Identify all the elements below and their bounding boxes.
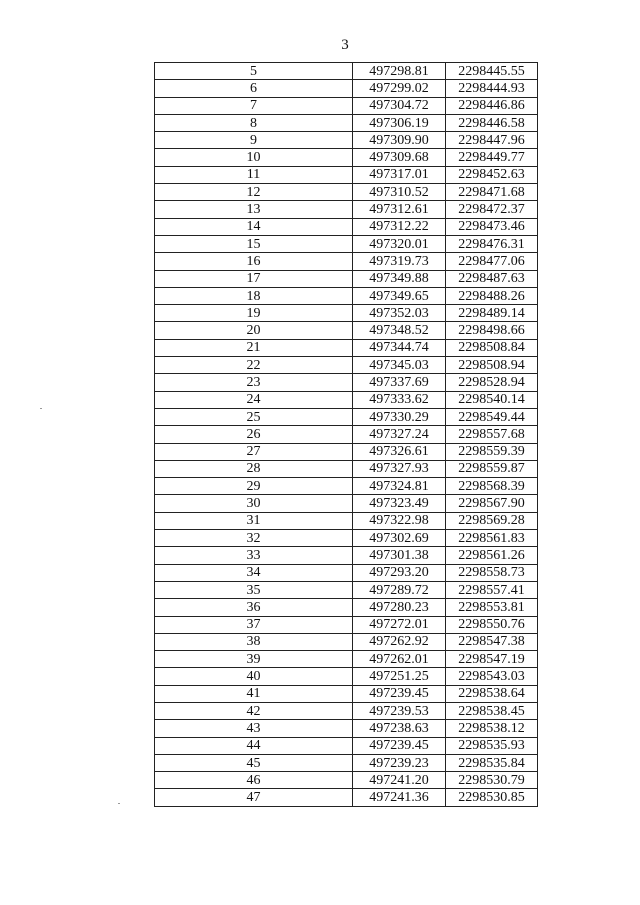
x-coordinate-cell: 497301.38 <box>353 547 446 564</box>
scan-speck <box>40 408 42 409</box>
table-row <box>155 599 538 616</box>
x-coordinate-cell: 497310.52 <box>353 184 446 201</box>
x-coordinate-cell: 497312.61 <box>353 201 446 218</box>
scan-speck <box>118 803 120 804</box>
point-number-cell: 27 <box>155 443 353 460</box>
page-number: 3 <box>341 37 349 53</box>
table-row <box>155 547 538 564</box>
point-number-cell: 34 <box>155 564 353 581</box>
point-number-cell: 40 <box>155 668 353 685</box>
x-coordinate-cell: 497238.63 <box>353 720 446 737</box>
x-coordinate-cell: 497317.01 <box>353 166 446 183</box>
x-coordinate-cell: 497239.45 <box>353 685 446 702</box>
x-coordinate-cell: 497349.88 <box>353 270 446 287</box>
point-number-cell: 10 <box>155 149 353 166</box>
y-coordinate-cell: 2298508.94 <box>446 357 538 374</box>
x-coordinate-cell: 497262.92 <box>353 633 446 650</box>
table-row <box>155 166 538 183</box>
point-number-cell: 36 <box>155 599 353 616</box>
coordinates-table <box>154 62 538 807</box>
table-row <box>155 478 538 495</box>
y-coordinate-cell: 2298557.41 <box>446 581 538 598</box>
y-coordinate-cell: 2298558.73 <box>446 564 538 581</box>
y-coordinate-cell: 2298540.14 <box>446 391 538 408</box>
y-coordinate-cell: 2298553.81 <box>446 599 538 616</box>
y-coordinate-cell: 2298498.66 <box>446 322 538 339</box>
x-coordinate-cell: 497241.20 <box>353 772 446 789</box>
point-number-cell: 46 <box>155 772 353 789</box>
point-number-cell: 5 <box>155 63 353 80</box>
y-coordinate-cell: 2298530.79 <box>446 772 538 789</box>
point-number-cell: 16 <box>155 253 353 270</box>
table-row <box>155 668 538 685</box>
point-number-cell: 35 <box>155 581 353 598</box>
point-number-cell: 9 <box>155 132 353 149</box>
point-number-cell: 19 <box>155 305 353 322</box>
y-coordinate-cell: 2298447.96 <box>446 132 538 149</box>
x-coordinate-cell: 497304.72 <box>353 97 446 114</box>
table-row <box>155 97 538 114</box>
point-number-cell: 6 <box>155 80 353 97</box>
table-row <box>155 754 538 771</box>
x-coordinate-cell: 497333.62 <box>353 391 446 408</box>
y-coordinate-cell: 2298444.93 <box>446 80 538 97</box>
point-number-cell: 22 <box>155 357 353 374</box>
x-coordinate-cell: 497272.01 <box>353 616 446 633</box>
x-coordinate-cell: 497330.29 <box>353 408 446 425</box>
y-coordinate-cell: 2298471.68 <box>446 184 538 201</box>
point-number-cell: 23 <box>155 374 353 391</box>
table-row <box>155 789 538 806</box>
point-number-cell: 42 <box>155 702 353 719</box>
y-coordinate-cell: 2298559.39 <box>446 443 538 460</box>
y-coordinate-cell: 2298538.45 <box>446 702 538 719</box>
x-coordinate-cell: 497302.69 <box>353 530 446 547</box>
table-row <box>155 460 538 477</box>
x-coordinate-cell: 497306.19 <box>353 114 446 131</box>
table-row <box>155 633 538 650</box>
x-coordinate-cell: 497319.73 <box>353 253 446 270</box>
y-coordinate-cell: 2298445.55 <box>446 63 538 80</box>
point-number-cell: 11 <box>155 166 353 183</box>
y-coordinate-cell: 2298452.63 <box>446 166 538 183</box>
point-number-cell: 21 <box>155 339 353 356</box>
point-number-cell: 7 <box>155 97 353 114</box>
y-coordinate-cell: 2298561.83 <box>446 530 538 547</box>
table-row <box>155 581 538 598</box>
y-coordinate-cell: 2298568.39 <box>446 478 538 495</box>
x-coordinate-cell: 497298.81 <box>353 63 446 80</box>
y-coordinate-cell: 2298487.63 <box>446 270 538 287</box>
x-coordinate-cell: 497326.61 <box>353 443 446 460</box>
y-coordinate-cell: 2298550.76 <box>446 616 538 633</box>
y-coordinate-cell: 2298557.68 <box>446 426 538 443</box>
point-number-cell: 31 <box>155 512 353 529</box>
point-number-cell: 24 <box>155 391 353 408</box>
point-number-cell: 14 <box>155 218 353 235</box>
table-row <box>155 616 538 633</box>
y-coordinate-cell: 2298569.28 <box>446 512 538 529</box>
table-row <box>155 408 538 425</box>
y-coordinate-cell: 2298446.58 <box>446 114 538 131</box>
y-coordinate-cell: 2298530.85 <box>446 789 538 806</box>
y-coordinate-cell: 2298449.77 <box>446 149 538 166</box>
point-number-cell: 32 <box>155 530 353 547</box>
x-coordinate-cell: 497323.49 <box>353 495 446 512</box>
table-row <box>155 132 538 149</box>
point-number-cell: 44 <box>155 737 353 754</box>
x-coordinate-cell: 497239.23 <box>353 754 446 771</box>
table-row <box>155 80 538 97</box>
y-coordinate-cell: 2298538.12 <box>446 720 538 737</box>
table-row <box>155 512 538 529</box>
y-coordinate-cell: 2298473.46 <box>446 218 538 235</box>
x-coordinate-cell: 497320.01 <box>353 235 446 252</box>
y-coordinate-cell: 2298528.94 <box>446 374 538 391</box>
table-row <box>155 772 538 789</box>
point-number-cell: 47 <box>155 789 353 806</box>
y-coordinate-cell: 2298547.19 <box>446 651 538 668</box>
table-row <box>155 391 538 408</box>
point-number-cell: 12 <box>155 184 353 201</box>
table-row <box>155 218 538 235</box>
x-coordinate-cell: 497280.23 <box>353 599 446 616</box>
table-row <box>155 685 538 702</box>
point-number-cell: 43 <box>155 720 353 737</box>
point-number-cell: 33 <box>155 547 353 564</box>
point-number-cell: 25 <box>155 408 353 425</box>
coordinates-table-body <box>155 63 538 807</box>
point-number-cell: 28 <box>155 460 353 477</box>
table-row <box>155 702 538 719</box>
table-row <box>155 114 538 131</box>
y-coordinate-cell: 2298488.26 <box>446 287 538 304</box>
point-number-cell: 20 <box>155 322 353 339</box>
x-coordinate-cell: 497293.20 <box>353 564 446 581</box>
table-row <box>155 495 538 512</box>
x-coordinate-cell: 497239.45 <box>353 737 446 754</box>
table-row <box>155 184 538 201</box>
table-row <box>155 201 538 218</box>
point-number-cell: 26 <box>155 426 353 443</box>
table-row <box>155 443 538 460</box>
point-number-cell: 18 <box>155 287 353 304</box>
y-coordinate-cell: 2298446.86 <box>446 97 538 114</box>
y-coordinate-cell: 2298535.84 <box>446 754 538 771</box>
table-row <box>155 357 538 374</box>
table-row <box>155 374 538 391</box>
x-coordinate-cell: 497251.25 <box>353 668 446 685</box>
x-coordinate-cell: 497289.72 <box>353 581 446 598</box>
x-coordinate-cell: 497239.53 <box>353 702 446 719</box>
y-coordinate-cell: 2298535.93 <box>446 737 538 754</box>
table-row <box>155 564 538 581</box>
y-coordinate-cell: 2298472.37 <box>446 201 538 218</box>
x-coordinate-cell: 497348.52 <box>353 322 446 339</box>
table-row <box>155 63 538 80</box>
y-coordinate-cell: 2298477.06 <box>446 253 538 270</box>
table-row <box>155 737 538 754</box>
x-coordinate-cell: 497349.65 <box>353 287 446 304</box>
y-coordinate-cell: 2298489.14 <box>446 305 538 322</box>
point-number-cell: 38 <box>155 633 353 650</box>
x-coordinate-cell: 497345.03 <box>353 357 446 374</box>
y-coordinate-cell: 2298538.64 <box>446 685 538 702</box>
point-number-cell: 29 <box>155 478 353 495</box>
x-coordinate-cell: 497299.02 <box>353 80 446 97</box>
x-coordinate-cell: 497322.98 <box>353 512 446 529</box>
y-coordinate-cell: 2298547.38 <box>446 633 538 650</box>
x-coordinate-cell: 497352.03 <box>353 305 446 322</box>
y-coordinate-cell: 2298508.84 <box>446 339 538 356</box>
x-coordinate-cell: 497327.24 <box>353 426 446 443</box>
point-number-cell: 15 <box>155 235 353 252</box>
table-row <box>155 270 538 287</box>
table-row <box>155 322 538 339</box>
table-row <box>155 253 538 270</box>
table-row <box>155 339 538 356</box>
point-number-cell: 37 <box>155 616 353 633</box>
x-coordinate-cell: 497241.36 <box>353 789 446 806</box>
x-coordinate-cell: 497324.81 <box>353 478 446 495</box>
table-row <box>155 720 538 737</box>
y-coordinate-cell: 2298559.87 <box>446 460 538 477</box>
table-row <box>155 530 538 547</box>
y-coordinate-cell: 2298549.44 <box>446 408 538 425</box>
y-coordinate-cell: 2298561.26 <box>446 547 538 564</box>
table-row <box>155 149 538 166</box>
point-number-cell: 17 <box>155 270 353 287</box>
x-coordinate-cell: 497337.69 <box>353 374 446 391</box>
x-coordinate-cell: 497309.90 <box>353 132 446 149</box>
point-number-cell: 13 <box>155 201 353 218</box>
x-coordinate-cell: 497312.22 <box>353 218 446 235</box>
x-coordinate-cell: 497344.74 <box>353 339 446 356</box>
table-row <box>155 426 538 443</box>
y-coordinate-cell: 2298567.90 <box>446 495 538 512</box>
table-row <box>155 305 538 322</box>
table-row <box>155 651 538 668</box>
point-number-cell: 41 <box>155 685 353 702</box>
point-number-cell: 45 <box>155 754 353 771</box>
point-number-cell: 8 <box>155 114 353 131</box>
y-coordinate-cell: 2298543.03 <box>446 668 538 685</box>
x-coordinate-cell: 497262.01 <box>353 651 446 668</box>
table-row <box>155 235 538 252</box>
point-number-cell: 39 <box>155 651 353 668</box>
x-coordinate-cell: 497309.68 <box>353 149 446 166</box>
x-coordinate-cell: 497327.93 <box>353 460 446 477</box>
y-coordinate-cell: 2298476.31 <box>446 235 538 252</box>
point-number-cell: 30 <box>155 495 353 512</box>
table-row <box>155 287 538 304</box>
